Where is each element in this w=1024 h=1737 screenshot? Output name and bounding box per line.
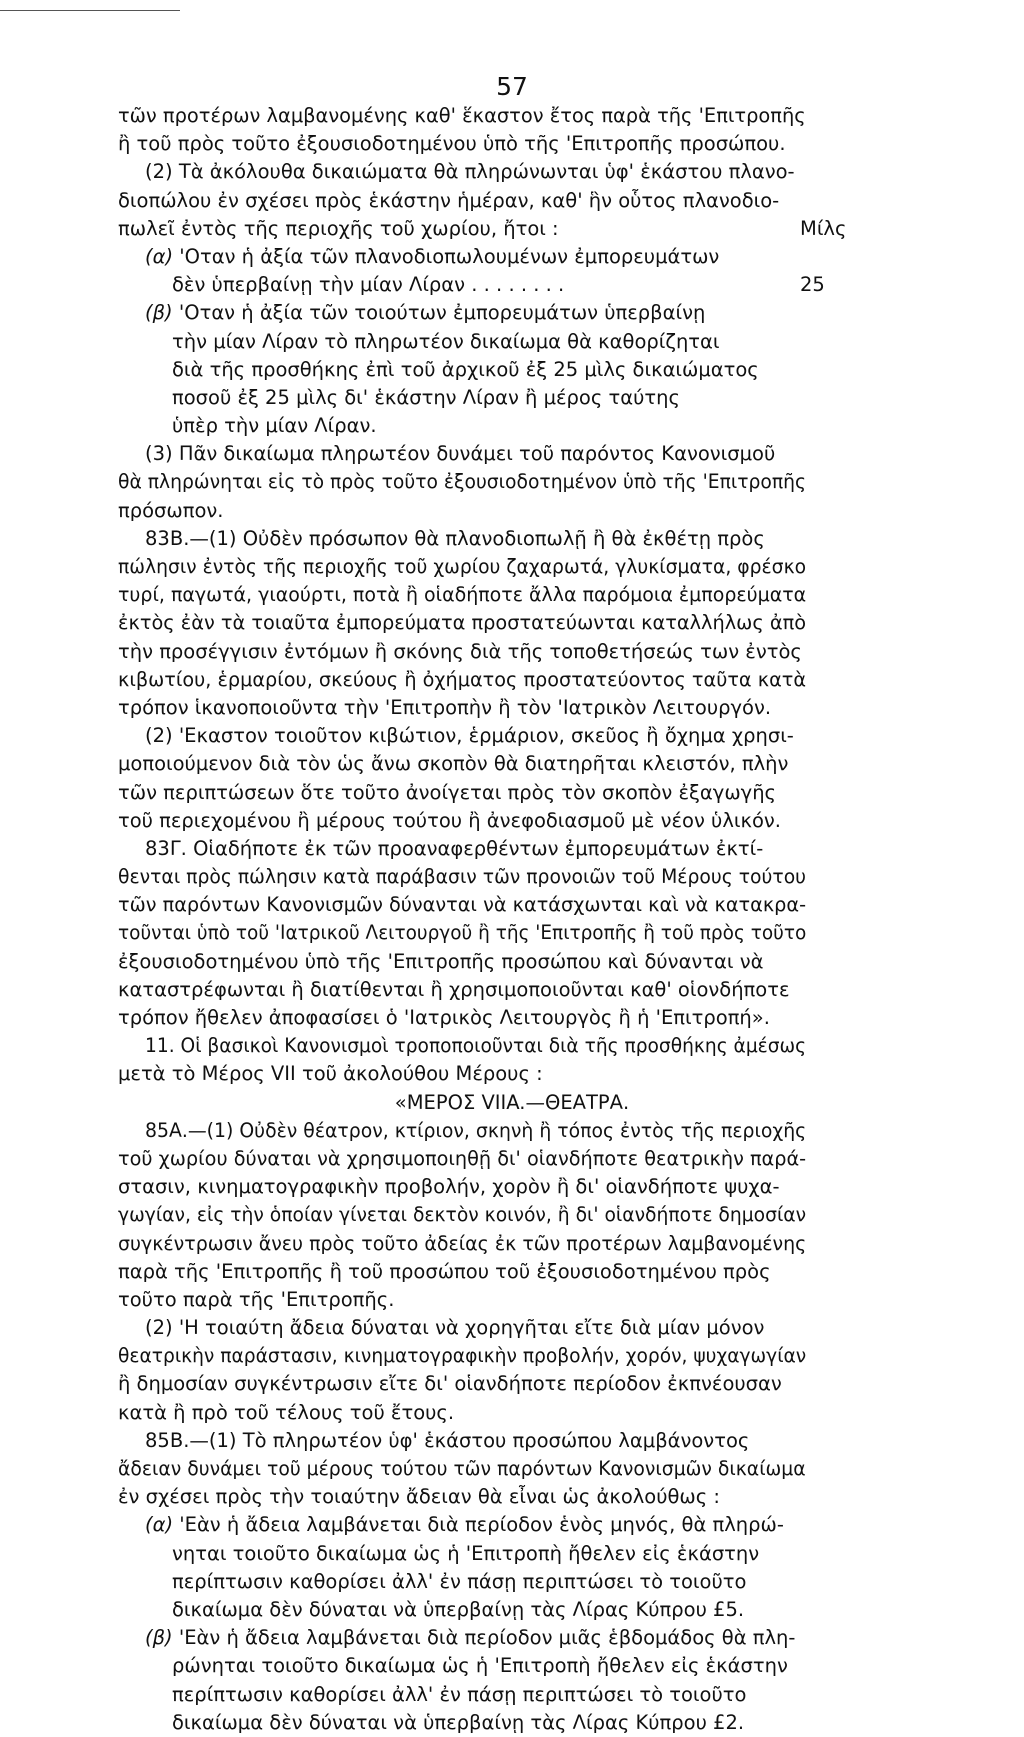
text-line xyxy=(0,271,1024,299)
line-fit-wrapper xyxy=(118,1201,806,1229)
line-text: παρὰ τῆς 'Επιτροπῆς ἢ τοῦ προσώπου τοῦ ἐξουσιοδοτημένου πρὸς xyxy=(118,1259,771,1283)
line-text: ρώνηται τοιοῦτο δικαίωμα ὡς ἡ 'Επιτροπὴ ἤθελεν εἰς ἑκάστην xyxy=(172,1654,788,1678)
text-line xyxy=(0,1286,1024,1314)
line-fit-wrapper xyxy=(145,1032,806,1060)
line-text: τοῦ χωρίου δύναται νὰ χρησιμοποιηθῇ δι' οἱανδήποτε θεατρικὴν παρά- xyxy=(118,1146,807,1170)
line-text: κιβωτίου, ἑρμαρίου, σκεύους ἢ ὀχήματος προστατεύοντος ταῦτα κατὰ xyxy=(118,667,807,691)
text-line xyxy=(0,1230,1024,1258)
line-text: ἐκτὸς ἐὰν τὰ τοιαῦτα ἐμπορεύματα προστατεύωνται καταλλήλως ἀπὸ xyxy=(118,611,807,635)
line-text: τρόπον ἱκανοποιοῦντα τὴν 'Επιτροπὴν ἢ τὸν 'Ιατρικὸν Λειτουργόν. xyxy=(118,695,772,719)
line-text: θενται πρὸς πώλησιν κατὰ παράβασιν τῶν προνοιῶν τοῦ Μέρους τούτου xyxy=(118,865,807,889)
text-line xyxy=(0,497,1024,525)
text-line xyxy=(0,1004,1024,1032)
line-text: καταστρέφωνται ἢ διατίθενται ἢ χρησιμοποιοῦνται καθ' οἱονδήποτε xyxy=(118,977,790,1001)
text-line xyxy=(0,1089,1024,1117)
text-line xyxy=(0,1060,1024,1088)
text-line xyxy=(0,356,1024,384)
line-text: μοποιούμενον διὰ τὸν ὡς ἄνω σκοπὸν θὰ διατηρῆται κλειστόν, πλὴν xyxy=(118,752,789,776)
line-text: 83Β.—(1) Οὐδὲν πρόσωπον θὰ πλανοδιοπωλῇ ἢ θὰ ἐκθέτῃ πρὸς xyxy=(145,526,765,550)
text-line xyxy=(0,130,1024,158)
line-text: δικαίωμα δὲν δύναται νὰ ὑπερβαίνῃ τὰς Λίρας Κύπρου £5. xyxy=(172,1597,745,1621)
line-fit-wrapper xyxy=(118,553,806,581)
line-text: 83Γ. Οἱαδήποτε ἐκ τῶν προαναφερθέντων ἐμπορευμάτων ἐκτί- xyxy=(145,836,764,860)
item-label: (α) xyxy=(145,244,174,268)
text-line xyxy=(0,1483,1024,1511)
line-text: 85Β.—(1) Τὸ πληρωτέον ὑφ' ἑκάστου προσώπου λαμβάνοντος xyxy=(145,1428,750,1452)
line-text: στασιν, κινηματογραφικὴν προβολήν, χορὸν ἢ δι' οἱανδήποτε ψυχα- xyxy=(118,1175,780,1199)
text-line xyxy=(0,1399,1024,1427)
line-text: (3) Πᾶν δικαίωμα πληρωτέον δυνάμει τοῦ παρόντος Κανονισμοῦ xyxy=(145,442,776,466)
line-text: τὴν προσέγγισιν ἐντόμων ἢ σκόνης διὰ τῆς τοποθετήσεώς των ἐντὸς xyxy=(118,639,802,663)
line-fit-wrapper xyxy=(118,1455,806,1483)
line-text: θεατρικὴν παράστασιν, κινηματογραφικὴν προβολήν, χορόν, ψυχαγωγίαν xyxy=(118,1344,807,1368)
text-line xyxy=(0,553,1024,581)
text-line xyxy=(0,835,1024,863)
line-text: 'Εὰν ἡ ἄδεια λαμβάνεται διὰ περίοδον ἑνὸς μηνός, θὰ πληρώ- xyxy=(173,1513,784,1537)
line-text: (2) 'Εκαστον τοιοῦτον κιβώτιον, ἑρμάριον, σκεῦος ἢ ὄχημα χρησι- xyxy=(145,724,794,748)
text-line xyxy=(0,1342,1024,1370)
line-fit-wrapper xyxy=(118,468,806,496)
line-text: μετὰ τὸ Μέρος VII τοῦ ἀκολούθου Μέρους : xyxy=(118,1062,543,1086)
line-fit-wrapper xyxy=(118,919,806,947)
text-line xyxy=(0,919,1024,947)
line-text: θὰ πληρώνηται εἰς τὸ πρὸς τοῦτο ἐξουσιοδοτημένον ὑπὸ τῆς 'Επιτροπῆς xyxy=(118,470,807,494)
text-line xyxy=(0,468,1024,496)
text-line xyxy=(0,1145,1024,1173)
line-text: πώλησιν ἐντὸς τῆς περιοχῆς τοῦ χωρίου ζαχαρωτά, γλυκίσματα, φρέσκο xyxy=(118,555,807,578)
text-line xyxy=(0,1455,1024,1483)
line-text: τοῦ περιεχομένου ἢ μέρους τούτου ἢ ἀνεφοδιασμοῦ μὲ νέον ὑλικόν. xyxy=(118,808,781,832)
line-fit-wrapper xyxy=(118,1145,806,1173)
scan-edge-line xyxy=(0,10,180,11)
line-text: πρόσωπον. xyxy=(118,498,224,522)
text-line xyxy=(0,102,1024,130)
line-text: δικαίωμα δὲν δύναται νὰ ὑπερβαίνῃ τὰς Λίρας Κύπρου £2. xyxy=(172,1710,745,1734)
line-text: «ΜΕΡΟΣ VIIA.—ΘΕΑΤΡΑ. xyxy=(394,1090,630,1114)
line-text: ἄδειαν δυνάμει τοῦ μέρους τούτου τῶν παρόντων Κανονισμῶν δικαίωμα xyxy=(118,1457,806,1480)
line-text: νηται τοιοῦτο δικαίωμα ὡς ἡ 'Επιτροπὴ ἤθελεν εἰς ἑκάστην xyxy=(172,1541,760,1565)
text-line xyxy=(0,891,1024,919)
text-line xyxy=(0,1117,1024,1145)
line-fit-wrapper xyxy=(118,102,806,130)
text-line xyxy=(0,1624,1024,1652)
text-line xyxy=(0,1709,1024,1737)
line-text: τοῦτο παρὰ τῆς 'Επιτροπῆς. xyxy=(118,1287,395,1311)
line-text: ἢ τοῦ πρὸς τοῦτο ἐξουσιοδοτημένου ὑπὸ τῆς 'Επιτροπῆς προσώπου. xyxy=(118,132,786,156)
line-text: 'Οταν ἡ ἀξία τῶν πλανοδιοπωλουμένων ἐμπορευμάτων xyxy=(173,244,720,268)
text-line xyxy=(0,384,1024,412)
text-line xyxy=(0,299,1024,327)
text-line xyxy=(0,1427,1024,1455)
line-text: 'Εὰν ἡ ἄδεια λαμβάνεται διὰ περίοδον μιᾶς ἑβδομάδος θὰ πλη- xyxy=(172,1626,796,1650)
text-line xyxy=(0,1596,1024,1624)
line-fit-wrapper xyxy=(118,609,806,637)
line-fit-wrapper xyxy=(118,666,806,694)
line-text: τρόπον ἤθελεν ἀποφασίσει ὁ 'Ιατρικὸς Λειτουργὸς ἢ ἡ 'Επιτροπή». xyxy=(118,1006,770,1029)
text-line xyxy=(0,1681,1024,1709)
text-line xyxy=(0,694,1024,722)
text-line xyxy=(0,948,1024,976)
line-text: ποσοῦ ἐξ 25 μὶλς δι' ἑκάστην Λίραν ἢ μέρος ταύτης xyxy=(172,385,680,409)
text-line xyxy=(0,638,1024,666)
line-text: ὑπὲρ τὴν μίαν Λίραν. xyxy=(172,414,377,438)
text-line xyxy=(0,1652,1024,1680)
line-fit-wrapper xyxy=(118,1230,806,1258)
right-column-value: 25 xyxy=(800,273,825,297)
text-line xyxy=(0,1173,1024,1201)
text-line xyxy=(0,666,1024,694)
line-text: ἐν σχέσει πρὸς τὴν τοιαύτην ἄδειαν θὰ εἶναι ὡς ἀκολούθως : xyxy=(118,1485,720,1509)
line-text: (2) 'Η τοιαύτη ἄδεια δύναται νὰ χορηγῆται εἴτε διὰ μίαν μόνον xyxy=(145,1316,765,1340)
text-line xyxy=(0,412,1024,440)
item-label: (α) xyxy=(145,1513,174,1537)
line-text: τῶν περιπτώσεων ὅτε τοῦτο ἀνοίγεται πρὸς τὸν σκοπὸν ἐξαγωγῆς xyxy=(118,780,777,804)
line-text: συγκέντρωσιν ἄνευ πρὸς τοῦτο ἀδείας ἐκ τῶν προτέρων λαμβανομένης xyxy=(118,1231,807,1255)
line-text: δὲν ὑπερβαίνῃ τὴν μίαν Λίραν . . . . . . . . xyxy=(172,273,565,297)
line-text: 11. Οἱ βασικοὶ Κανονισμοὶ τροποποιοῦνται διὰ τῆς προσθήκης ἀμέσως xyxy=(145,1034,807,1058)
item-label: (β) xyxy=(145,301,173,325)
text-line xyxy=(0,243,1024,271)
line-text: κατὰ ἢ πρὸ τοῦ τέλους τοῦ ἔτους. xyxy=(118,1400,455,1424)
line-text: τοῦνται ὑπὸ τοῦ 'Ιατρικοῦ Λειτουργοῦ ἢ τῆς 'Επιτροπῆς ἢ τοῦ πρὸς τοῦτο xyxy=(118,921,807,945)
line-text: διὰ τῆς προσθήκης ἐπὶ τοῦ ἀρχικοῦ ἐξ 25 μὶλς δικαιώματος xyxy=(172,357,759,381)
text-line xyxy=(0,609,1024,637)
line-text: τὴν μίαν Λίραν τὸ πληρωτέον δικαίωμα θὰ καθορίζηται xyxy=(172,329,720,353)
line-fit-wrapper xyxy=(145,1117,806,1145)
text-line xyxy=(0,750,1024,778)
text-line xyxy=(0,581,1024,609)
text-line xyxy=(0,1201,1024,1229)
line-fit-wrapper xyxy=(118,581,806,609)
line-text: περίπτωσιν καθορίσει ἀλλ' ἐν πάσῃ περιπτώσει τὸ τοιοῦτο xyxy=(172,1682,747,1706)
text-line xyxy=(0,1540,1024,1568)
text-line xyxy=(0,863,1024,891)
line-text: ἐξουσιοδοτημένου ὑπὸ τῆς 'Επιτροπῆς προσώπου καὶ δύνανται νὰ xyxy=(118,949,764,973)
item-label: (β) xyxy=(145,1626,173,1650)
text-line xyxy=(0,158,1024,186)
line-fit-wrapper xyxy=(118,1342,806,1370)
text-line xyxy=(0,1258,1024,1286)
text-line xyxy=(0,1568,1024,1596)
text-line xyxy=(0,215,1024,243)
line-text: ἢ δημοσίαν συγκέντρωσιν εἴτε δι' οἱανδήποτε περίοδον ἐκπνέουσαν xyxy=(118,1372,782,1396)
text-line xyxy=(0,187,1024,215)
line-text: (2) Τὰ ἀκόλουθα δικαιώματα θὰ πληρώνωνται ὑφ' ἑκάστου πλανο- xyxy=(145,160,795,184)
text-line xyxy=(0,440,1024,468)
text-line xyxy=(0,976,1024,1004)
text-line xyxy=(0,807,1024,835)
line-text: πωλεῖ ἐντὸς τῆς περιοχῆς τοῦ χωρίου, ἤτοι : xyxy=(118,216,559,240)
text-line xyxy=(0,525,1024,553)
line-text: 'Οταν ἡ ἀξία τῶν τοιούτων ἐμπορευμάτων ὑπερβαίνῃ xyxy=(172,301,706,325)
line-text: περίπτωσιν καθορίσει ἀλλ' ἐν πάσῃ περιπτώσει τὸ τοιοῦτο xyxy=(172,1569,747,1593)
text-line xyxy=(0,779,1024,807)
line-text: 85Α.—(1) Οὐδὲν θέατρον, κτίριον, σκηνὴ ἢ τόπος ἐντὸς τῆς περιοχῆς xyxy=(145,1118,807,1142)
text-line xyxy=(0,1314,1024,1342)
text-line xyxy=(0,1032,1024,1060)
text-line xyxy=(0,1511,1024,1539)
right-column-value: Μίλς xyxy=(800,216,847,240)
line-fit-wrapper xyxy=(118,863,806,891)
line-text: διοπώλου ἐν σχέσει πρὸς ἑκάστην ἡμέραν, καθ' ἣν οὗτος πλανοδιο- xyxy=(118,188,780,212)
text-line xyxy=(0,1370,1024,1398)
page-number: 57 xyxy=(496,72,528,101)
text-line xyxy=(0,722,1024,750)
line-text: τυρί, παγωτά, γιαούρτι, ποτὰ ἢ οἱαδήποτε ἄλλα παρόμοια ἐμπορεύματα xyxy=(118,583,807,607)
line-fit-wrapper xyxy=(118,891,806,919)
document-body xyxy=(0,102,1024,1737)
text-line xyxy=(0,328,1024,356)
line-text: τῶν προτέρων λαμβανομένης καθ' ἕκαστον ἔτος παρὰ τῆς 'Επιτροπῆς xyxy=(118,104,806,127)
line-text: γωγίαν, εἰς τὴν ὁποίαν γίνεται δεκτὸν κοινόν, ἢ δι' οἱανδήποτε δημοσίαν xyxy=(118,1203,807,1227)
line-text: τῶν παρόντων Κανονισμῶν δύνανται νὰ κατάσχωνται καὶ νὰ κατακρα- xyxy=(118,893,807,917)
